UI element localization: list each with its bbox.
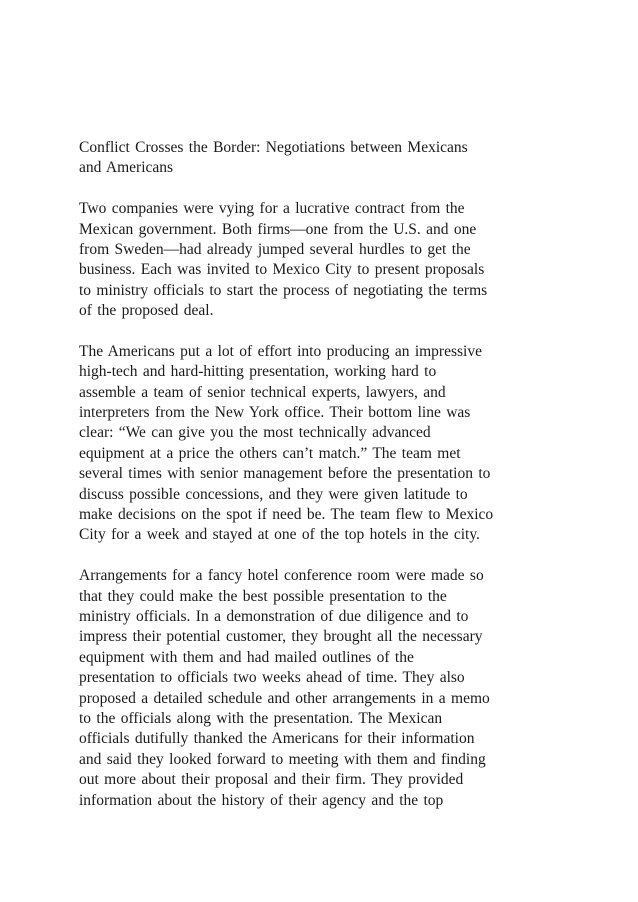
text-line: discuss possible concessions, and they were given latitude to [79, 485, 468, 503]
text-line: equipment with them and had mailed outlines of the [79, 648, 414, 666]
document-title [79, 138, 574, 179]
text-line: clear: “We can give you the most technically advanced [79, 424, 431, 442]
paragraph-gap [79, 322, 574, 342]
paragraph-gap [79, 546, 574, 566]
text-line: equipment at a price the others can’t match.” The team met [79, 444, 461, 462]
title-line: and Americans [79, 159, 174, 177]
text-line: interpreters from the New York office. Their bottom line was [79, 404, 471, 422]
text-line: from Sweden—had already jumped several hurdles to get the [79, 240, 471, 258]
text-line: Two companies were vying for a lucrative contract from the [79, 200, 465, 218]
text-line: high-tech and hard-hitting presentation, working hard to [79, 363, 437, 381]
text-line: assemble a team of senior technical experts, lawyers, and [79, 383, 446, 401]
text-line: to the officials along with the presentation. The Mexican [79, 709, 443, 727]
paragraph-gap [79, 179, 574, 199]
text-line: presentation to officials two weeks ahead of time. They also [79, 669, 465, 687]
text-line: impress their potential customer, they brought all the necessary [79, 628, 483, 646]
paragraph-3 [79, 566, 574, 811]
paragraph-1 [79, 199, 574, 321]
text-line: several times with senior management before the presentation to [79, 465, 491, 483]
text-line: and said they looked forward to meeting with them and finding [79, 750, 486, 768]
text-line: ministry officials. In a demonstration of due diligence and to [79, 607, 469, 625]
text-line: City for a week and stayed at one of the top hotels in the city. [79, 526, 480, 544]
text-line: Arrangements for a fancy hotel conference room were made so [79, 567, 484, 585]
paragraph-2 [79, 342, 574, 546]
document-body [79, 138, 574, 811]
text-line: Mexican government. Both firms—one from the U.S. and one [79, 220, 477, 238]
text-line: information about the history of their agency and the top [79, 791, 444, 809]
text-line: make decisions on the spot if need be. The team flew to Mexico [79, 506, 494, 524]
text-line: of the proposed deal. [79, 302, 214, 320]
text-line: out more about their proposal and their firm. They provided [79, 771, 464, 789]
text-line: The Americans put a lot of effort into producing an impressive [79, 342, 482, 360]
title-line: Conflict Crosses the Border: Negotiations between Mexicans [79, 139, 468, 156]
text-line: business. Each was invited to Mexico City to present proposals [79, 261, 485, 279]
text-line: proposed a detailed schedule and other arrangements in a memo [79, 689, 490, 707]
text-line: to ministry officials to start the process of negotiating the terms [79, 281, 488, 299]
text-line: that they could make the best possible presentation to the [79, 587, 447, 605]
text-line: officials dutifully thanked the Americans for their information [79, 730, 475, 748]
